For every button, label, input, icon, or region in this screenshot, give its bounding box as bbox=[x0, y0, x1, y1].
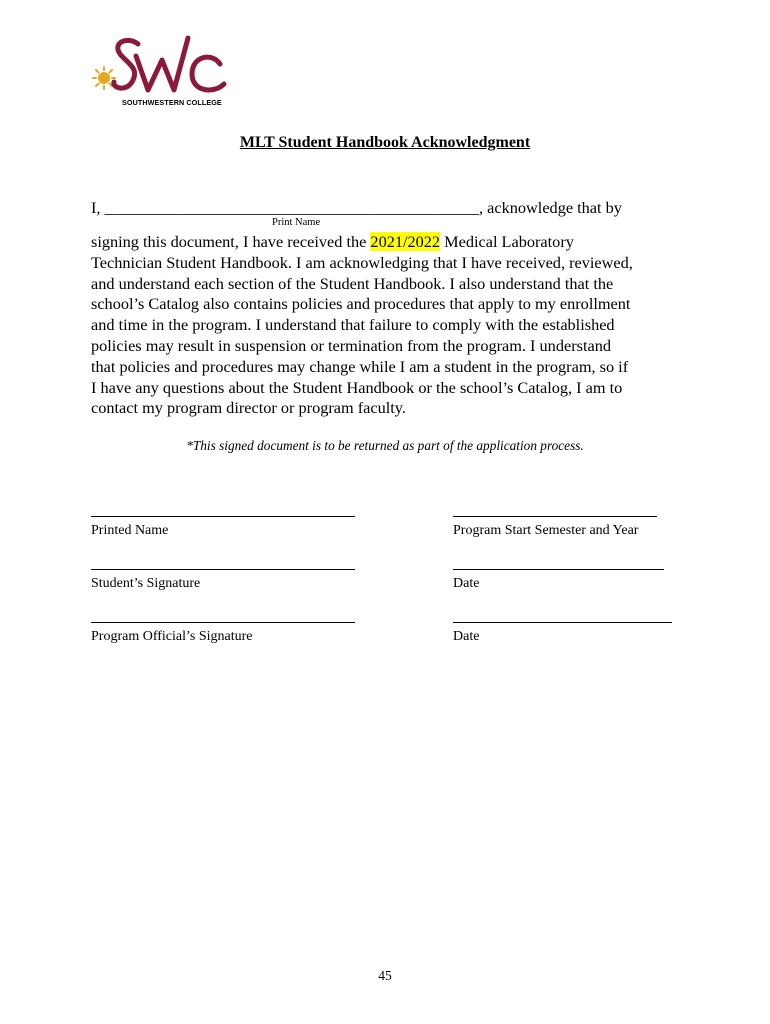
date-label: Date bbox=[453, 576, 480, 591]
body-line: Technician Student Handbook. I am acknowledging that I have received, reviewed, bbox=[91, 252, 633, 272]
document-title: MLT Student Handbook Acknowledgment bbox=[239, 134, 531, 151]
signature-line bbox=[91, 622, 355, 623]
body-line: policies may result in suspension or termination from the program. I understand bbox=[91, 335, 611, 355]
body-line: that policies and procedures may change while I am a student in the program, so if bbox=[91, 356, 629, 376]
body-line: school’s Catalog also contains policies and procedures that apply to my enrollment bbox=[91, 294, 631, 314]
sun-icon bbox=[93, 67, 115, 89]
body-line: I have any questions about the Student Handbook or the school’s Catalog, I am to bbox=[91, 377, 623, 397]
logo-caption: SOUTHWESTERN COLLEGE bbox=[122, 98, 222, 107]
program-start-label: Program Start Semester and Year bbox=[453, 523, 639, 538]
date-field-1[interactable] bbox=[453, 569, 664, 592]
return-note: *This signed document is to be returned as part of the application process. bbox=[186, 438, 584, 453]
acknowledgment-body bbox=[91, 232, 683, 419]
swc-logo bbox=[92, 30, 242, 110]
swc-wordmark-icon bbox=[114, 38, 224, 90]
date-field-2[interactable] bbox=[453, 622, 672, 645]
body-line: and time in the program. I understand that failure to comply with the established bbox=[91, 315, 615, 335]
printed-name-field[interactable] bbox=[91, 516, 355, 539]
print-name-blank: I, ______________________________________________, acknowledge that by bbox=[91, 198, 622, 217]
date-label: Date bbox=[453, 629, 480, 644]
swc-logo-icon bbox=[92, 30, 242, 100]
signature-line bbox=[453, 569, 664, 570]
signature-line bbox=[91, 569, 355, 570]
program-start-field[interactable] bbox=[453, 516, 657, 539]
student-signature-label: Student’s Signature bbox=[91, 576, 201, 591]
body-line: contact my program director or program faculty. bbox=[91, 398, 406, 418]
student-signature-field[interactable] bbox=[91, 569, 355, 592]
highlighted-year: 2021/2022 bbox=[370, 232, 441, 251]
body-line: and understand each section of the Student Handbook. I also understand that the bbox=[91, 273, 614, 293]
printed-name-label: Printed Name bbox=[91, 523, 169, 538]
signature-line bbox=[453, 622, 672, 623]
page-number: 45 bbox=[378, 968, 392, 983]
signature-line bbox=[91, 516, 355, 517]
body-line: signing this document, I have received the 2021/2022 Medical Laboratory bbox=[91, 232, 574, 251]
print-name-label: Print Name bbox=[272, 217, 321, 228]
signature-line bbox=[453, 516, 657, 517]
official-signature-label: Program Official’s Signature bbox=[91, 629, 253, 644]
official-signature-field[interactable] bbox=[91, 622, 355, 645]
